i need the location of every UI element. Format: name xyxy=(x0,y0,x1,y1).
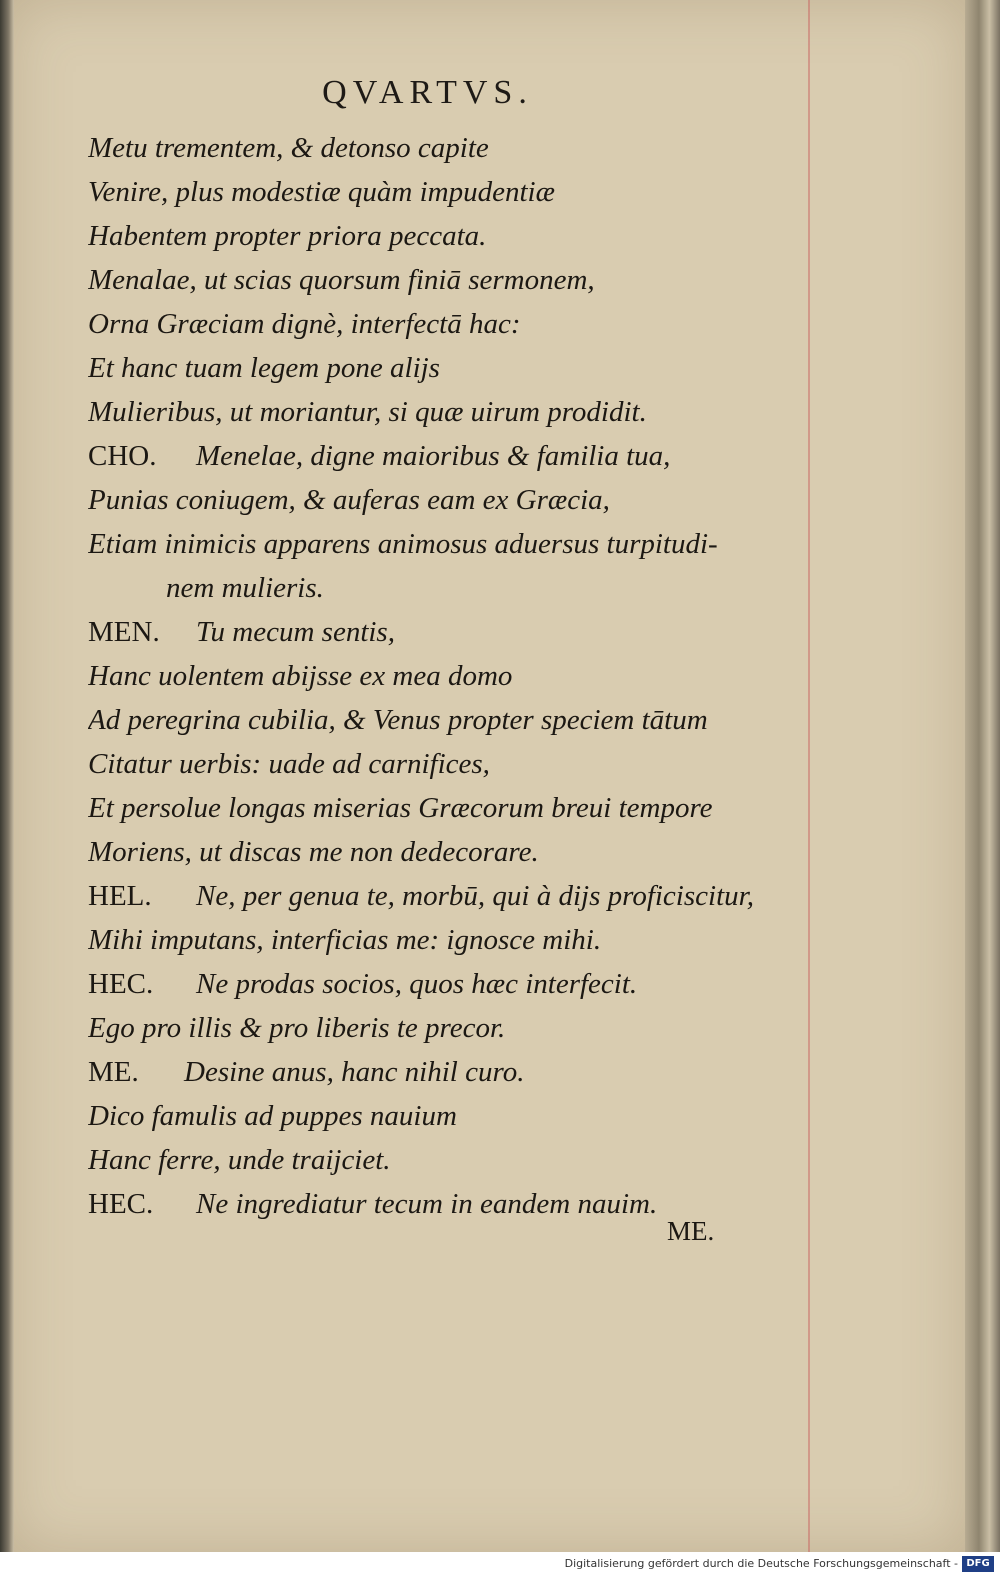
speaker-label: CHO. xyxy=(88,440,157,472)
text-line xyxy=(88,830,868,874)
speaker-label: MEN. xyxy=(88,616,160,648)
line-text: Desine anus, hanc nihil curo. xyxy=(184,1056,525,1088)
text-line xyxy=(88,1050,868,1094)
text-line xyxy=(88,258,868,302)
text-line xyxy=(88,390,868,434)
line-text: Hanc ferre, unde traijciet. xyxy=(88,1144,391,1176)
text-line xyxy=(88,126,868,170)
text-line xyxy=(88,478,868,522)
line-text: Ego pro illis & pro liberis te precor. xyxy=(88,1012,506,1044)
line-text: Mihi imputans, interficias me: ignosce mihi. xyxy=(88,924,602,956)
book-gutter xyxy=(0,0,14,1552)
text-line xyxy=(88,698,868,742)
text-line xyxy=(88,1138,868,1182)
text-line xyxy=(88,1182,868,1226)
speaker-label: HEC. xyxy=(88,968,154,1000)
text-line xyxy=(88,962,868,1006)
dfg-logo: DFG xyxy=(962,1556,994,1572)
line-text: Habentem propter priora peccata. xyxy=(88,220,487,252)
verse-text xyxy=(88,126,868,1226)
text-line xyxy=(88,566,868,610)
text-line xyxy=(88,918,868,962)
line-text: Etiam inimicis apparens animosus aduersus turpitudi- xyxy=(88,528,718,560)
line-text: Et hanc tuam legem pone alijs xyxy=(88,352,440,384)
line-text: Tu mecum sentis, xyxy=(196,616,395,648)
text-line xyxy=(88,610,868,654)
line-text: Punias coniugem, & auferas eam ex Græcia, xyxy=(88,484,610,516)
line-text: Moriens, ut discas me non dedecorare. xyxy=(88,836,539,868)
page-edges xyxy=(965,0,1000,1552)
line-text: Et persolue longas miserias Græcorum breui tempore xyxy=(88,792,713,824)
line-text: Citatur uerbis: uade ad carnifices, xyxy=(88,748,490,780)
text-line xyxy=(88,302,868,346)
line-text: nem mulieris. xyxy=(166,572,324,604)
text-line xyxy=(88,522,868,566)
speaker-label: HEL. xyxy=(88,880,152,912)
text-line xyxy=(88,170,868,214)
line-text: Mulieribus, ut moriantur, si quæ uirum prodidit. xyxy=(88,396,647,428)
speaker-label: HEC. xyxy=(88,1188,154,1220)
text-line xyxy=(88,654,868,698)
line-text: Menelae, digne maioribus & familia tua, xyxy=(196,440,671,472)
line-text: Metu trementem, & detonso capite xyxy=(88,132,489,164)
line-text: Hanc uolentem abijsse ex mea domo xyxy=(88,660,513,692)
line-text: Ne ingrediatur tecum in eandem nauim. xyxy=(196,1188,658,1220)
speaker-label: ME. xyxy=(88,1056,139,1088)
catchword: ME. xyxy=(667,1216,715,1246)
line-text: Venire, plus modestiæ quàm impudentiæ xyxy=(88,176,555,208)
text-line xyxy=(88,786,868,830)
line-text: Orna Græciam dignè, interfectā hac: xyxy=(88,308,521,340)
text-line xyxy=(88,874,868,918)
line-text: Dico famulis ad puppes nauium xyxy=(88,1100,457,1132)
line-text: Ad peregrina cubilia, & Venus propter speciem tātum xyxy=(88,704,708,736)
line-text: Ne, per genua te, morbū, qui à dijs proficiscitur, xyxy=(196,880,754,912)
text-line xyxy=(88,214,868,258)
text-line xyxy=(88,1006,868,1050)
text-line xyxy=(88,1094,868,1138)
running-header: QVARTVS. xyxy=(322,74,533,111)
line-text: Ne prodas socios, quos hæc interfecit. xyxy=(196,968,638,1000)
funding-credit: Digitalisierung gefördert durch die Deutsche Forschungsgemeinschaft - xyxy=(564,1557,958,1570)
text-line xyxy=(88,346,868,390)
line-text: Menalae, ut scias quorsum finiā sermonem, xyxy=(88,264,595,296)
digitization-footer xyxy=(0,1552,1000,1578)
text-line xyxy=(88,434,868,478)
text-line xyxy=(88,742,868,786)
